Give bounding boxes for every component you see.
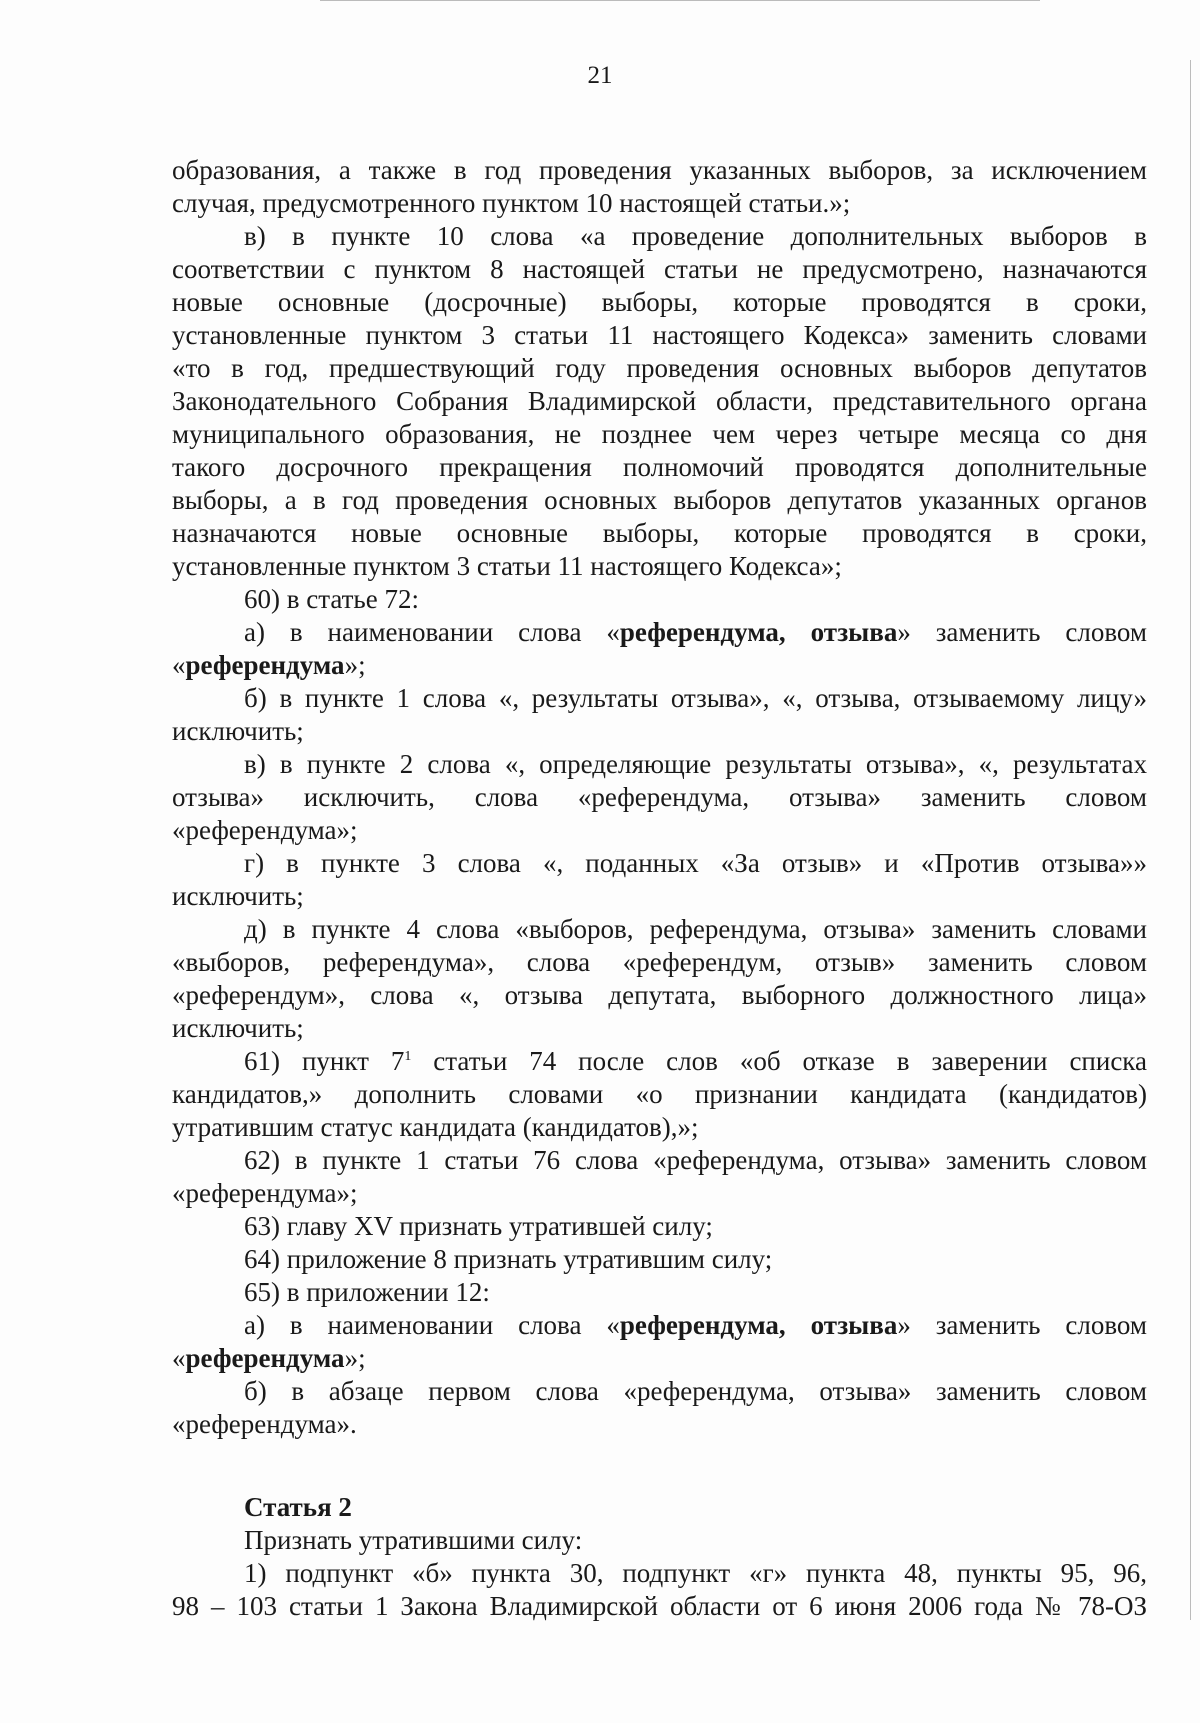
paragraph-continuation: образования, а также в год проведения указанных выборов, за исключением xyxy=(172,155,1147,185)
paragraph-63: 63) главу XV признать утратившей силу; xyxy=(244,1211,713,1241)
paragraph-item-v-line: такого досрочного прекращения полномочий проводятся дополнительные xyxy=(172,452,1147,482)
paragraph-continuation-end: случая, предусмотренного пунктом 10 настоящей статьи.»; xyxy=(172,188,851,218)
paragraph-61-end: утратившим статус кандидата (кандидатов),»; xyxy=(172,1112,699,1142)
paragraph-60-v-end: «референдума»; xyxy=(172,815,358,845)
paragraph-article-2-intro: Признать утратившими силу: xyxy=(244,1525,583,1555)
paragraph-60-d: «выборов, референдума», слова «референдум, отзыв» заменить словом xyxy=(172,947,1147,977)
paragraph-61: кандидатов,» дополнить словами «о признании кандидата (кандидатов) xyxy=(172,1079,1147,1109)
paragraph-item-v-line: в) в пункте 10 слова «а проведение дополнительных выборов в xyxy=(244,221,1147,251)
bold-text: референдума, отзыва xyxy=(619,1310,898,1340)
paragraph-60-v: отзыва» исключить, слова «референдума, отзыва» заменить словом xyxy=(172,782,1147,812)
document-body xyxy=(172,154,1147,1623)
paragraph-65-a-end: «референдума»; xyxy=(172,1343,366,1373)
paragraph-62-end: «референдума»; xyxy=(172,1178,358,1208)
paragraph-65-a: а) в наименовании слова «референдума, отзыва» заменить словом xyxy=(244,1310,1148,1340)
superscript: 1 xyxy=(404,1049,412,1064)
paragraph-65-b-end: «референдума». xyxy=(172,1409,357,1439)
paragraph-60-b-end: исключить; xyxy=(172,716,304,746)
paragraph-article-2-item-1: 1) подпункт «б» пункта 30, подпункт «г» пункта 48, пункты 95, 96, xyxy=(244,1558,1147,1588)
paragraph-60-d: «референдум», слова «, отзыва депутата, выборного должностного лица» xyxy=(172,980,1147,1010)
article-heading: Статья 2 xyxy=(244,1492,352,1522)
paragraph-60-g: г) в пункте 3 слова «, поданных «За отзыв» и «Против отзыва»» xyxy=(244,848,1147,878)
paragraph-60-d-end: исключить; xyxy=(172,1013,304,1043)
paragraph-61: 61) пункт $7^1$ статьи 74 после слов «об отказе в заверении списка xyxy=(244,1046,1148,1076)
paragraph-65-b: б) в абзаце первом слова «референдума, отзыва» заменить словом xyxy=(244,1376,1147,1406)
paragraph-item-v-line: «то в год, предшествующий году проведения основных выборов депутатов xyxy=(172,353,1147,383)
paragraph-item-v-line: выборы, а в год проведения основных выборов депутатов указанных органов xyxy=(172,485,1147,515)
paragraph-item-v-line: муниципального образования, не позднее чем через четыре месяца со дня xyxy=(172,419,1147,449)
bold-text: референдума, отзыва xyxy=(619,617,898,647)
paragraph-64: 64) приложение 8 признать утратившим силу; xyxy=(244,1244,773,1274)
paragraph-60: 60) в статье 72: xyxy=(244,584,419,614)
paragraph-item-v-line: соответствии с пунктом 8 настоящей статьи не предусмотрено, назначаются xyxy=(172,254,1147,284)
paragraph-60-a-end: «референдума»; xyxy=(172,650,366,680)
page-number: 21 xyxy=(587,62,613,89)
scan-artifact-line xyxy=(320,0,1040,1)
paragraph-item-v-line: установленные пунктом 3 статьи 11 настоящего Кодекса»; xyxy=(172,551,842,581)
paragraph-60-a: а) в наименовании слова «референдума, отзыва» заменить словом xyxy=(244,617,1148,647)
paragraph-60-b: б) в пункте 1 слова «, результаты отзыва», «, отзыва, отзываемому лицу» xyxy=(244,683,1147,713)
paragraph-60-v: в) в пункте 2 слова «, определяющие результаты отзыва», «, результатах xyxy=(244,749,1147,779)
paragraph-item-v-line: Законодательного Собрания Владимирской области, представительного органа xyxy=(172,386,1147,416)
scan-artifact-line xyxy=(1190,60,1191,1620)
paragraph-article-2-item-1: 98 – 103 статьи 1 Закона Владимирской области от 6 июня 2006 года № 78-ОЗ xyxy=(172,1591,1147,1621)
paragraph-item-v-line: назначаются новые основные выборы, которые проводятся в сроки, xyxy=(172,518,1147,548)
bold-text: референдума xyxy=(185,650,345,680)
paragraph-60-g-end: исключить; xyxy=(172,881,304,911)
paragraph-62: 62) в пункте 1 статьи 76 слова «референдума, отзыва» заменить словом xyxy=(244,1145,1147,1175)
paragraph-60-d: д) в пункте 4 слова «выборов, референдума, отзыва» заменить словами xyxy=(244,914,1147,944)
paragraph-item-v-line: установленные пунктом 3 статьи 11 настоящего Кодекса» заменить словами xyxy=(172,320,1147,350)
paragraph-item-v-line: новые основные (досрочные) выборы, которые проводятся в сроки, xyxy=(172,287,1147,317)
paragraph-65: 65) в приложении 12: xyxy=(244,1277,490,1307)
bold-text: референдума xyxy=(185,1343,345,1373)
